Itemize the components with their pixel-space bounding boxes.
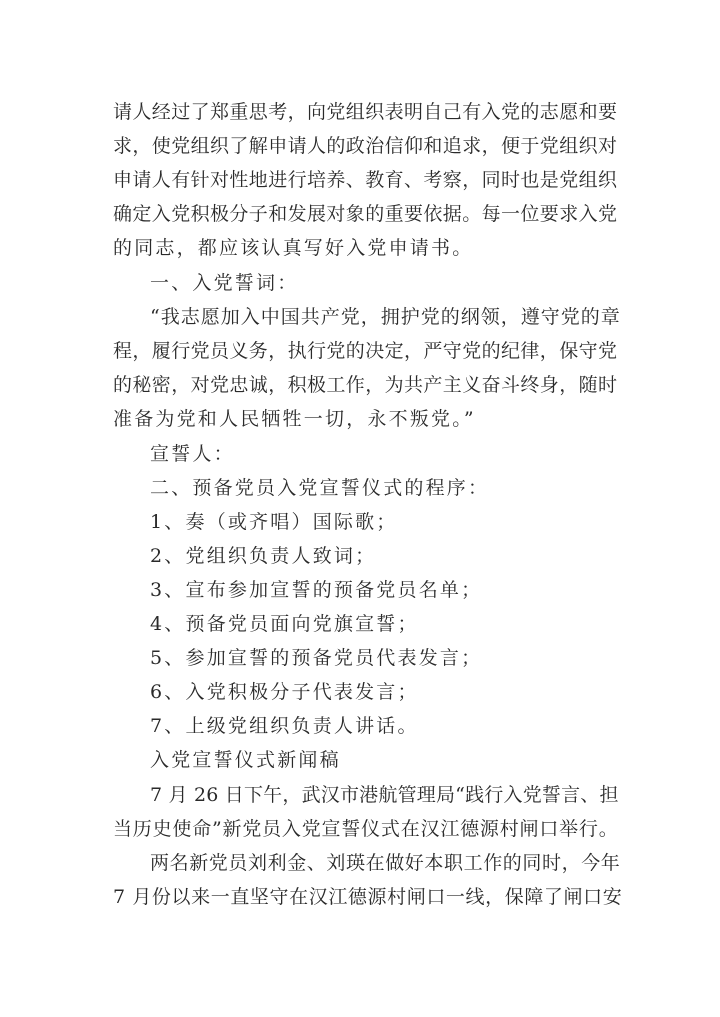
oath-taker-label: 宣誓人： [150, 443, 235, 465]
news-p1-line-2: 当历史使命”新党员入党宣誓仪式在汉江德源村闸口举行。 [113, 818, 619, 840]
oath-heading: 一、入党誓词： [150, 272, 299, 294]
procedure-step-3: 3、宣布参加宣誓的预备党员名单； [150, 579, 483, 601]
intro-line-5: 的同志，都应该认真写好入党申请书。 [113, 237, 474, 259]
news-p2-line-1: 两名新党员刘利金、刘瑛在做好本职工作的同时，今年 [150, 852, 621, 874]
news-title: 入党宣誓仪式新闻稿 [150, 749, 341, 771]
procedure-step-7: 7、上级党组织负责人讲话。 [150, 715, 419, 737]
procedure-heading: 二、预备党员入党宣誓仪式的程序： [150, 477, 490, 499]
intro-line-4: 确定入党积极分子和发展对象的重要依据。每一位要求入党 [113, 203, 618, 225]
intro-line-3: 申请人有针对性地进行培养、教育、考察，同时也是党组织 [113, 169, 618, 191]
intro-line-2: 求，使党组织了解申请人的政治信仰和追求，便于党组织对 [113, 135, 618, 157]
intro-line-1: 请人经过了郑重思考，向党组织表明自己有入党的志愿和要 [113, 101, 618, 123]
procedure-step-6: 6、入党积极分子代表发言； [150, 681, 419, 703]
news-p1-line-1: 7 月 26 日下午，武汉市港航管理局“践行入党誓言、担 [150, 784, 619, 806]
oath-line-4: 准备为党和人民牺牲一切，永不叛党。” [113, 408, 476, 430]
oath-line-3: 的秘密，对党忠诚，积极工作，为共产主义奋斗终身，随时 [113, 374, 618, 396]
news-p2-line-2: 7 月份以来一直坚守在汉江德源村闸口一线，保障了闸口安 [113, 886, 623, 908]
procedure-step-1: 1、奏（或齐唱）国际歌； [150, 511, 398, 533]
procedure-step-4: 4、预备党员面向党旗宣誓； [150, 613, 419, 635]
oath-line-1: “我志愿加入中国共产党，拥护党的纲领，遵守党的章 [150, 306, 621, 328]
oath-line-2: 程，履行党员义务，执行党的决定，严守党的纪律，保守党 [113, 340, 618, 362]
procedure-step-5: 5、参加宣誓的预备党员代表发言； [150, 647, 483, 669]
procedure-step-2: 2、党组织负责人致词； [150, 545, 377, 567]
